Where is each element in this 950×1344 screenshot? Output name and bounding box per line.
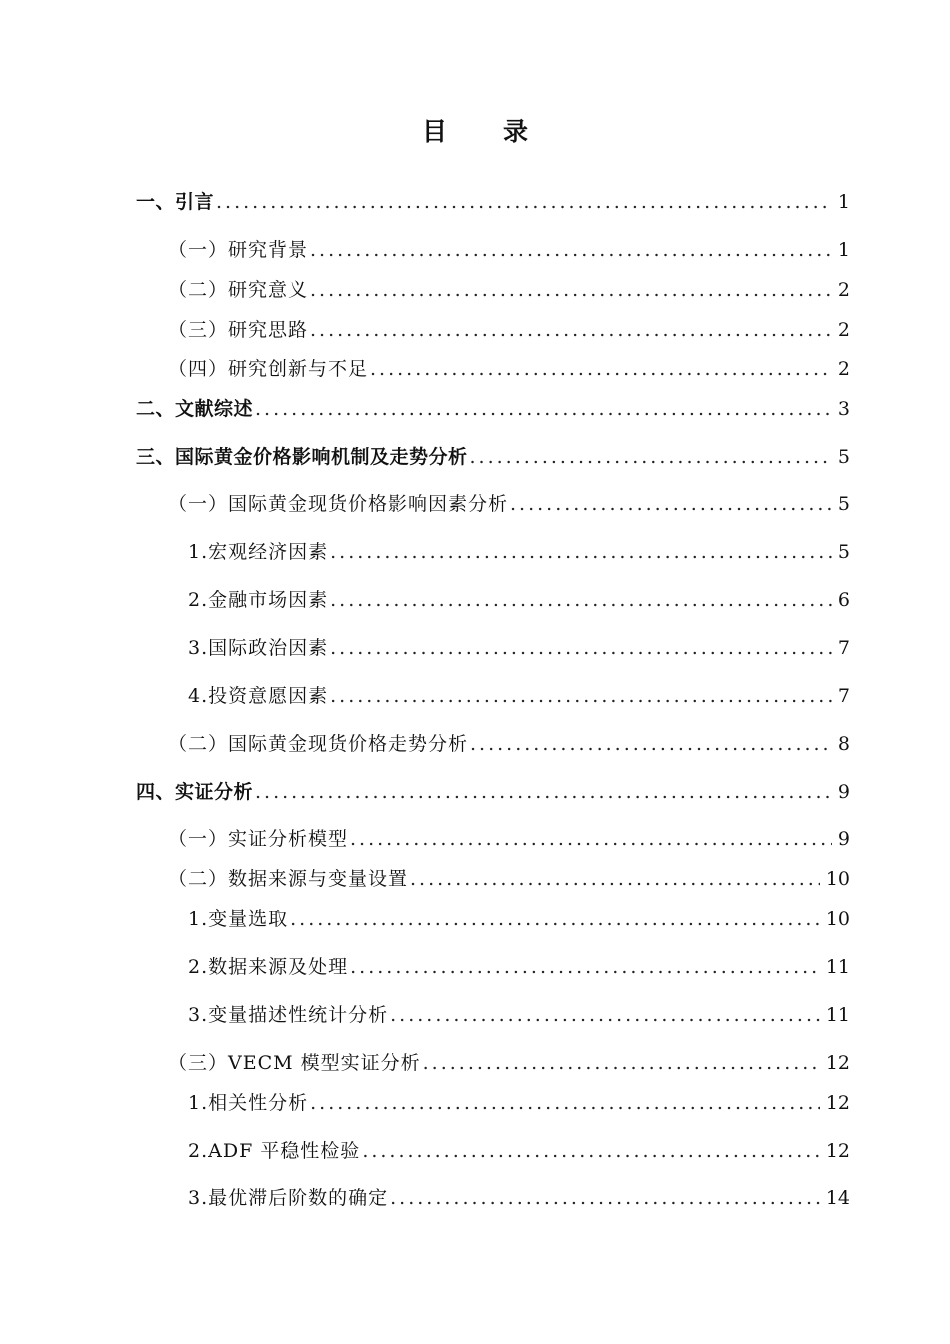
toc-entry-label: 4.投资意愿因素 <box>188 685 329 707</box>
toc-entry-section-1-1[interactable] <box>168 237 850 263</box>
toc-page-number: 8 <box>837 733 850 755</box>
toc-entry-label: 3.最优滞后阶数的确定 <box>188 1187 389 1209</box>
toc-page-number: 12 <box>825 1140 850 1162</box>
toc-entry-label: 3.变量描述性统计分析 <box>188 1004 389 1026</box>
toc-entry-subsection-4-3-1[interactable] <box>188 1090 850 1116</box>
toc-entry-label: （三）VECM 模型实证分析 <box>168 1052 421 1074</box>
toc-entry-chapter-4[interactable] <box>136 779 850 805</box>
toc-leader-dots <box>310 237 832 263</box>
toc-entry-label: 2.金融市场因素 <box>188 589 329 611</box>
toc-page-number: 3 <box>837 398 850 420</box>
toc-entry-label: 四、实证分析 <box>136 781 254 803</box>
toc-leader-dots <box>362 1138 820 1164</box>
toc-leader-dots <box>216 189 832 215</box>
toc-entry-label: 1.变量选取 <box>188 908 289 930</box>
toc-page-number: 5 <box>837 541 850 563</box>
toc-leader-dots <box>310 277 832 303</box>
toc-entry-section-4-2[interactable] <box>168 866 850 892</box>
toc-entry-section-1-4[interactable] <box>168 356 850 382</box>
toc-entry-label: （二）数据来源与变量设置 <box>168 868 409 890</box>
toc-entry-chapter-1[interactable] <box>136 189 850 215</box>
toc-page-number: 10 <box>825 868 850 890</box>
toc-leader-dots <box>350 954 820 980</box>
toc-entry-section-3-2[interactable] <box>168 731 850 757</box>
toc-entry-subsection-3-1-3[interactable] <box>188 635 850 661</box>
toc-page-number: 9 <box>837 781 850 803</box>
toc-entry-label: 3.国际政治因素 <box>188 637 329 659</box>
toc-leader-dots <box>330 683 832 709</box>
toc-leader-dots <box>470 731 832 757</box>
toc-entry-subsection-3-1-4[interactable] <box>188 683 850 709</box>
toc-entry-subsection-4-3-2[interactable] <box>188 1138 850 1164</box>
toc-leader-dots <box>255 396 832 422</box>
toc-leader-dots <box>470 444 832 470</box>
toc-entry-subsection-4-2-3[interactable] <box>188 1002 850 1028</box>
toc-leader-dots <box>290 906 820 932</box>
toc-leader-dots <box>330 539 832 565</box>
toc-leader-dots <box>410 866 820 892</box>
toc-page-number: 7 <box>837 637 850 659</box>
toc-entry-label: （一）国际黄金现货价格影响因素分析 <box>168 493 509 515</box>
toc-entry-label: 三、国际黄金价格影响机制及走势分析 <box>136 446 468 468</box>
toc-page-number: 12 <box>825 1052 850 1074</box>
toc-title-part1: 目 <box>421 117 447 146</box>
toc-page-number: 1 <box>837 239 850 261</box>
toc-entry-label: （三）研究思路 <box>168 319 309 341</box>
toc-entry-label: 1.宏观经济因素 <box>188 541 329 563</box>
toc-page-number: 14 <box>825 1187 850 1209</box>
toc-entry-label: （一）实证分析模型 <box>168 828 349 850</box>
toc-page-number: 12 <box>825 1092 850 1114</box>
toc-entry-label: 2.数据来源及处理 <box>188 956 349 978</box>
toc-leader-dots <box>510 491 832 517</box>
toc-entry-label: 2.ADF 平稳性检验 <box>188 1140 361 1162</box>
toc-entry-subsection-4-2-1[interactable] <box>188 906 850 932</box>
toc-entry-subsection-3-1-1[interactable] <box>188 539 850 565</box>
toc-entry-chapter-2[interactable] <box>136 396 850 422</box>
toc-leader-dots <box>390 1185 820 1211</box>
toc-leader-dots <box>330 635 832 661</box>
toc-leader-dots <box>330 587 832 613</box>
toc-entry-section-4-1[interactable] <box>168 826 850 852</box>
toc-entry-label: （四）研究创新与不足 <box>168 358 369 380</box>
toc-entry-section-1-3[interactable] <box>168 317 850 343</box>
toc-entry-label: 1.相关性分析 <box>188 1092 309 1114</box>
toc-entry-label: 二、文献综述 <box>136 398 254 420</box>
toc-leader-dots <box>310 1090 820 1116</box>
toc-entry-subsection-4-3-3[interactable] <box>188 1185 850 1211</box>
toc-leader-dots <box>310 317 832 343</box>
toc-leader-dots <box>390 1002 820 1028</box>
toc-page-number: 7 <box>837 685 850 707</box>
toc-page-number: 6 <box>837 589 850 611</box>
toc-entry-subsection-4-2-2[interactable] <box>188 954 850 980</box>
toc-entry-section-3-1[interactable] <box>168 491 850 517</box>
toc-page-number: 5 <box>837 493 850 515</box>
toc-entry-subsection-3-1-2[interactable] <box>188 587 850 613</box>
toc-entry-label: （二）研究意义 <box>168 279 309 301</box>
toc-page-number: 2 <box>837 319 850 341</box>
toc-page-number: 1 <box>837 191 850 213</box>
toc-entry-section-1-2[interactable] <box>168 277 850 303</box>
toc-page-number: 11 <box>825 956 850 978</box>
toc-page-number: 5 <box>837 446 850 468</box>
toc-entry-section-4-3[interactable] <box>168 1050 850 1076</box>
toc-leader-dots <box>370 356 832 382</box>
toc-title-part2: 录 <box>503 117 529 146</box>
toc-page-number: 11 <box>825 1004 850 1026</box>
toc-entry-label: （二）国际黄金现货价格走势分析 <box>168 733 469 755</box>
toc-leader-dots <box>350 826 832 852</box>
toc-page-number: 10 <box>825 908 850 930</box>
toc-page-number: 2 <box>837 358 850 380</box>
toc-entry-chapter-3[interactable] <box>136 444 850 470</box>
toc-entry-label: 一、引言 <box>136 191 215 213</box>
toc-entry-label: （一）研究背景 <box>168 239 309 261</box>
toc-page-number: 2 <box>837 279 850 301</box>
toc-leader-dots <box>255 779 832 805</box>
toc-leader-dots <box>423 1050 820 1076</box>
toc-page-number: 9 <box>837 828 850 850</box>
